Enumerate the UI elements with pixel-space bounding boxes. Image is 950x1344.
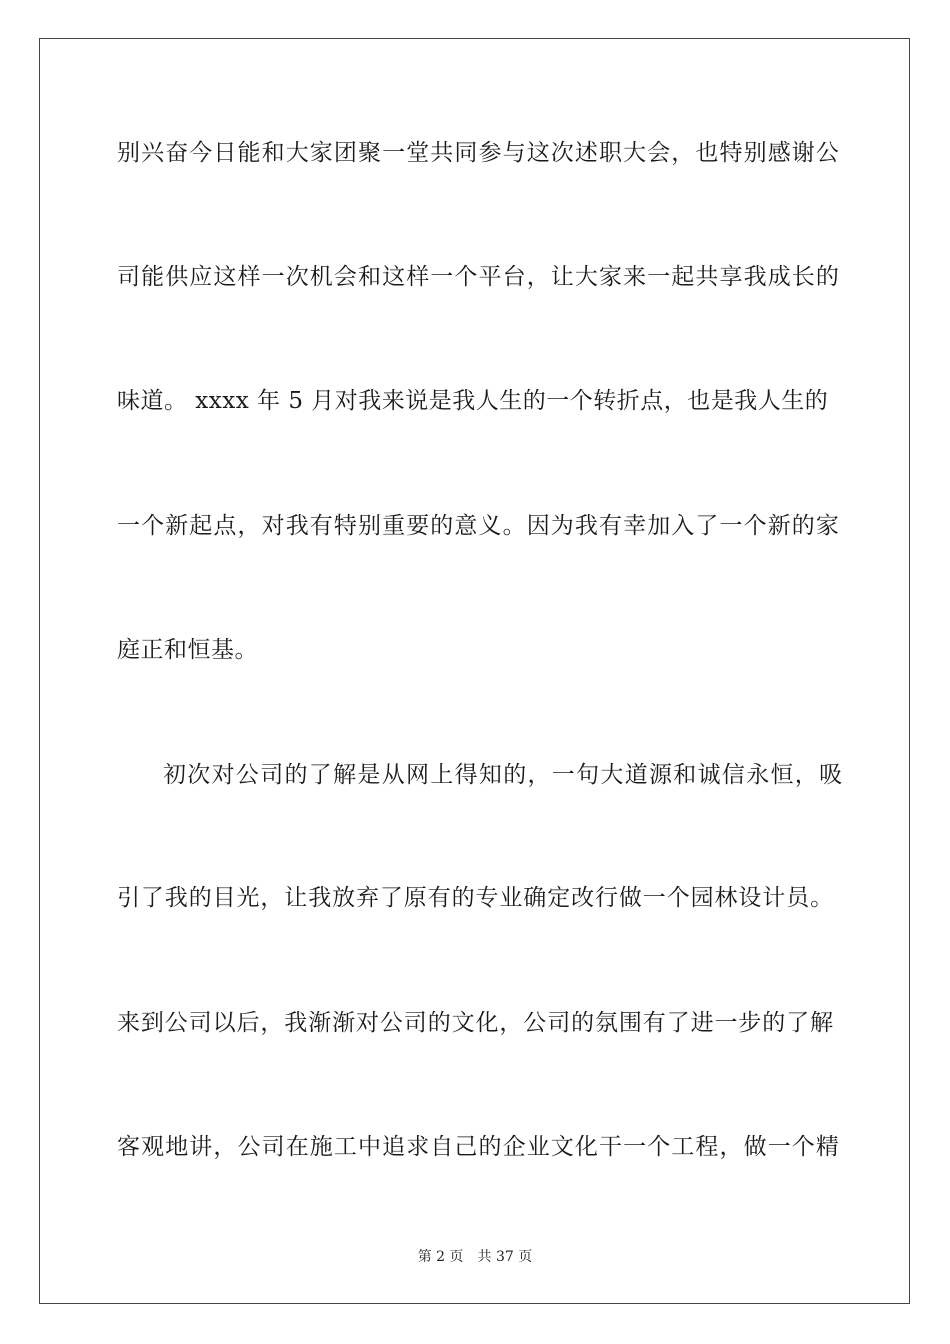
body-text-line: 来到公司以后，我渐渐对公司的文化，公司的氛围有了进一步的了解: [117, 1010, 834, 1036]
page-footer: [0, 1248, 950, 1266]
body-text-line: 味道。 xxxx 年 5 月对我来说是我人生的一个转折点，也是我人生的: [117, 388, 829, 414]
body-text-line: 客观地讲，公司在施工中追求自己的企业文化干一个工程，做一个精: [117, 1134, 840, 1160]
page-number: 第 2 页: [417, 1249, 464, 1265]
body-text-line: 一个新起点，对我有特别重要的意义。因为我有幸加入了一个新的家: [117, 513, 840, 539]
body-text-line: 引了我的目光，让我放弃了原有的专业确定改行做一个园林设计员。: [117, 885, 834, 911]
body-text-line: 庭正和恒基。: [117, 637, 258, 663]
page-border: [39, 38, 910, 1304]
body-text-line: 司能供应这样一次机会和这样一个平台，让大家来一起共享我成长的: [117, 264, 840, 290]
paragraph-first-line: 初次对公司的了解是从网上得知的，一句大道源和诚信永恒，吸: [163, 762, 844, 788]
page-total: 共 37 页: [477, 1249, 533, 1265]
body-text-line: 别兴奋今日能和大家团聚一堂共同参与这次述职大会，也特别感谢公: [117, 140, 840, 166]
